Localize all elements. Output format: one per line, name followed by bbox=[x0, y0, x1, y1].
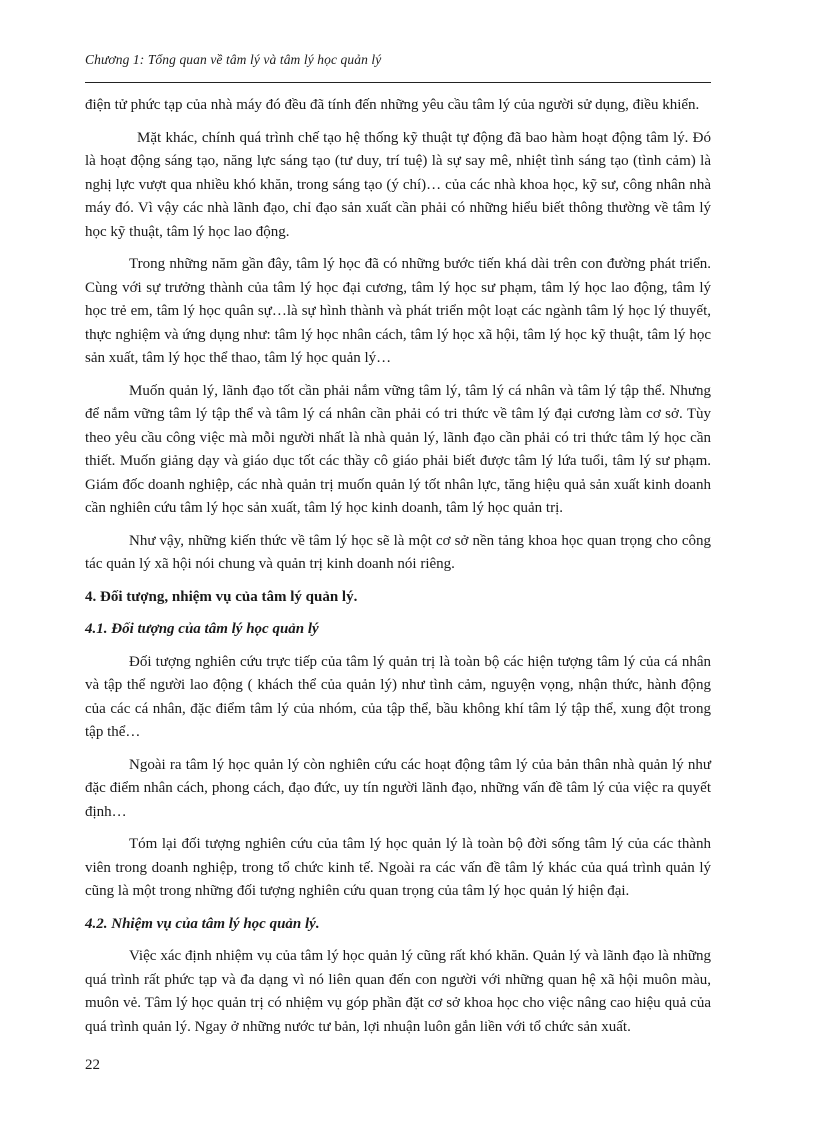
page-number: 22 bbox=[85, 1057, 100, 1073]
subsection-heading-4-2: 4.2. Nhiệm vụ của tâm lý học quản lý. bbox=[85, 915, 320, 932]
page-body bbox=[85, 94, 711, 1048]
running-header: Chương 1: Tổng quan về tâm lý và tâm lý học quản lý bbox=[85, 52, 382, 67]
paragraph: Trong những năm gần đây, tâm lý học đã có những bước tiến khá dài trên con đường phát triển. Cùng với sự trưởng thành của tâm lý học đại cương, tâm lý học sư phạm, tâm lý học lao động, tâm lý học trẻ em, tâm lý học quân sự…là sự hình thành và phát triển một loạt các ngành tâm lý học lý thuyết, thực nghiệm và ứng dụng như: tâm lý học nhân cách, tâm lý học xã hội, tâm lý học kỹ thuật, tâm lý học sản xuất, tâm lý học thể thao, tâm lý học quản lý… bbox=[85, 256, 711, 366]
paragraph: Như vậy, những kiến thức về tâm lý học sẽ là một cơ sở nền tảng khoa học quan trọng cho công tác quản lý xã hội nói chung và quản trị kinh doanh nói riêng. bbox=[85, 532, 711, 572]
subsection-heading-4-1: 4.1. Đối tượng của tâm lý học quản lý bbox=[85, 621, 319, 637]
paragraph-continuation: điện tử phức tạp của nhà máy đó đều đã tính đến những yêu cầu tâm lý của người sử dụng, điều khiển. bbox=[85, 97, 700, 113]
paragraph: Tóm lại đối tượng nghiên cứu của tâm lý học quản lý là toàn bộ đời sống tâm lý của các thành viên trong doanh nghiệp, trong tổ chức kinh tế. Ngoài ra các vấn đề tâm lý khác của quá trình quản lý cũng là một trong những đối tượng nghiên cứu quan trọng của tâm lý học quản lý hiện đại. bbox=[85, 836, 711, 899]
paragraph: Muốn quản lý, lãnh đạo tốt cần phải nắm vững tâm lý, tâm lý cá nhân và tâm lý tập thể. Nhưng để nắm vững tâm lý tập thể và tâm lý cá nhân cần phải có tri thức về tâm lý đại cương làm cơ sở. Tùy theo yêu cầu công việc mà mỗi người nhất là nhà quản lý, lãnh đạo cần phải có tri thức tâm lý học cần thiết. Muốn giảng dạy và giáo dục tốt các thầy cô giáo phải biết được tâm lý lứa tuổi, tâm lý sư phạm. Giám đốc doanh nghiệp, các nhà quản trị muốn quản lý tốt nhân lực, tăng hiệu quả sản xuất kinh doanh cần nghiên cứu tâm lý học sản xuất, tâm lý học kinh doanh, tâm lý học quản trị. bbox=[85, 382, 711, 516]
paragraph: Ngoài ra tâm lý học quản lý còn nghiên cứu các hoạt động tâm lý của bản thân nhà quản lý như đặc điểm nhân cách, phong cách, đạo đức, uy tín người lãnh đạo, những vấn đề tâm lý của việc ra quyết định… bbox=[85, 756, 711, 820]
paragraph: Việc xác định nhiệm vụ của tâm lý học quản lý cũng rất khó khăn. Quản lý và lãnh đạo là những quá trình rất phức tạp và đa dạng vì nó liên quan đến con người với những quan hệ xã hội muôn màu, muôn vẻ. Tâm lý học quản trị có nhiệm vụ góp phần đặt cơ sở khoa học cho việc nâng cao hiệu quả của quá trình quản lý. Ngay ở những nước tư bản, lợi nhuận luôn gắn liền với tổ chức sản xuất. bbox=[85, 948, 711, 1035]
paragraph: Đối tượng nghiên cứu trực tiếp của tâm lý quản trị là toàn bộ các hiện tượng tâm lý của cá nhân và tập thể người lao động ( khách thể của quản lý) như tình cảm, nguyện vọng, nhận thức, hành động của các cá nhân, đặc điểm tâm lý của nhóm, của tập thể, bầu không khí tâm lý tập thể, xung đột trong tập thể… bbox=[85, 653, 711, 740]
paragraph: Mặt khác, chính quá trình chế tạo hệ thống kỹ thuật tự động đã bao hàm hoạt động tâm lý. Đó là hoạt động sáng tạo, năng lực sáng tạo (tư duy, trí tuệ) là sự say mê, nhiệt tình sáng tạo (tình cảm) là nghị lực vượt qua nhiều khó khăn, trong sáng tạo (ý chí)… của các nhà khoa học, kỹ sư, công nhân nhà máy đó. Vì vậy các nhà lãnh đạo, chỉ đạo sản xuất cần phải có những hiểu biết thông thường về tâm lý học kỹ thuật, tâm lý học lao động. bbox=[85, 129, 711, 240]
section-heading-4: 4. Đối tượng, nhiệm vụ của tâm lý quản lý. bbox=[85, 588, 358, 605]
header-divider bbox=[85, 82, 711, 83]
